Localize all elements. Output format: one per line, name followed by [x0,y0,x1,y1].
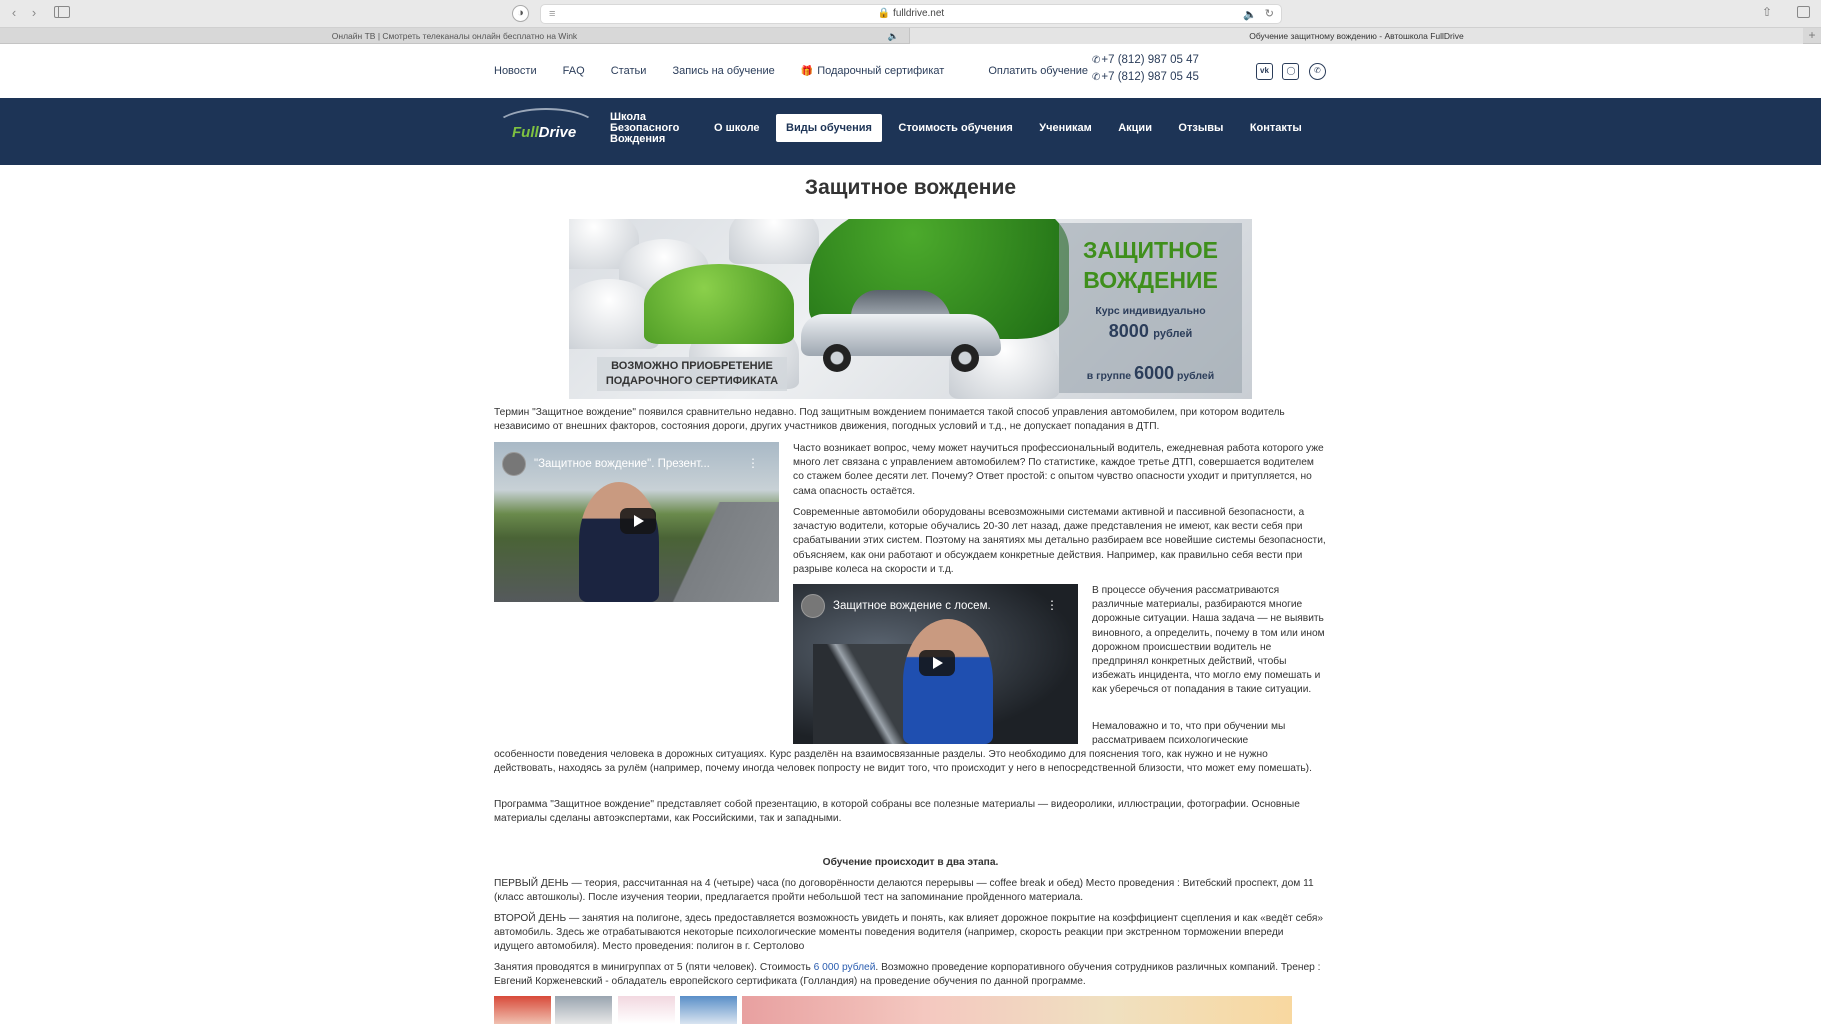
phone-number: +7 (812) 987 05 45 [1101,71,1199,83]
gallery-photo[interactable] [494,996,551,1024]
nav-item-contacts[interactable]: Контакты [1249,122,1302,134]
top-link-news[interactable]: Новости [494,65,537,77]
green-umbrella-image [644,264,794,344]
gift-note-line: ПОДАРОЧНОГО СЕРТИФИКАТА [605,375,779,387]
tab-title: Онлайн ТВ | Смотреть телеканалы онлайн бесплатно на Wink [331,31,578,41]
logo-text [512,124,576,141]
tab-wink[interactable] [0,28,910,44]
nav-item-about[interactable]: О школе [714,122,760,134]
gift-note-line: ВОЗМОЖНО ПРИОБРЕТЕНИЕ [611,360,773,372]
nav-item-pricing[interactable]: Стоимость обучения [898,122,1013,134]
play-icon[interactable] [620,508,656,534]
back-icon[interactable]: ‹ [11,5,17,20]
intro-paragraph: Термин "Защитное вождение" появился сравнительно недавно. Под защитным вождением понимается такой способ управления автомобилем, при котором водитель независимо от внешних факторов, состояния дороги, других участников движения, погодных условий и т.д., не допускает попадания в ДТП. [494,407,1285,433]
paragraph-modern-cars: Современные автомобили оборудованы всевозможными системами активной и пассивной безопасности, а зачастую водители, которые обучались 20-30 лет назад, даже представления не имеют, как вести себя при срабатывании этих систем. Поэтому на занятиях мы детально разбираем все новейшие системы безопасности, объясняем, как они работают и обсуждаем конкретные действия. Например, как правильно себя вести при разрыве колеса на скорости и т.д. [793,507,1326,575]
banner-price [1059,321,1242,342]
instagram-icon[interactable]: ◯ [1282,63,1299,80]
top-link-pay[interactable]: Оплатить обучение [988,65,1089,77]
nav-item-students[interactable]: Ученикам [1039,122,1092,134]
video-title: Защитное вождение с лосем. [833,600,991,612]
channel-avatar [502,452,526,476]
video-moose[interactable] [793,584,1078,744]
phone-1[interactable] [1092,52,1199,69]
gallery-photo[interactable] [555,996,612,1024]
paragraph-day2: ВТОРОЙ ДЕНЬ — занятия на полигоне, здесь предоставляется возможность увидеть и понять, как влияет дорожное покрытие на коэффициент сцепления и как «ведёт себя» автомобиль. Здесь же отрабатываются некоторые психологические моменты поведения водителя (например, скорость реакции при экстренном торможении впереди идущего автомобиля). Место проведения: полигон в г. Сертолово [494,913,1324,953]
video-title: "Защитное вождение". Презент... [534,458,710,470]
tab-speaker-icon[interactable]: 🔈 [887,31,899,41]
gallery-photo[interactable] [680,996,737,1024]
tab-bar [0,28,1821,44]
new-tab-icon[interactable]: + [1808,28,1816,42]
groups-text: Занятия проводятся в минигруппах от 5 (пяти человек). Стоимость [494,962,814,973]
video-menu-icon[interactable]: ⋮ [747,456,759,470]
share-icon[interactable]: ⇧ [1762,5,1773,19]
car-wheel [951,344,979,372]
banner-gift-note [597,357,787,391]
address-bar[interactable] [540,4,1282,24]
price-group: 6000 [1134,363,1175,383]
phone-icon: ✆ [1092,55,1101,66]
video-presenter [903,619,993,744]
speaker-icon[interactable]: 🔈 [1243,9,1257,21]
promo-banner [569,219,1252,399]
video-presenter [579,482,659,602]
caption-line: Школа [610,111,646,123]
site-logo[interactable] [494,108,600,154]
paragraph-experience: Часто возникает вопрос, чему может научиться профессиональный водитель, ежедневная работа которого уже много лет связана с управлением автомобилем? По статистике, каждое третье ДТП, совершается водителем со стажем более десяти лет. Почему? Ответ простой: с опытом чувство опасности уходит и притупляется, но сама опасность остаётся. [793,443,1324,497]
stages-heading: Обучение происходит в два этапа. [822,857,999,868]
group-prefix: в группе [1086,370,1132,382]
nav-item-promos[interactable]: Акции [1118,122,1152,134]
nav-items [704,114,1314,142]
paragraph-program: Программа "Защитное вождение" представляет собой презентацию, в которой собраны все полезные материалы — видеоролики, иллюстрации, фотографии. Основные материалы сделаны автоэкспертами, как Российскими, так и западными. [494,799,1300,825]
gallery-photo[interactable] [618,996,675,1024]
logo-caption [610,112,679,145]
reload-icon[interactable]: ↻ [1264,8,1274,20]
price-currency: рублей [1153,328,1193,340]
browser-toolbar [0,0,1821,28]
banner-title-line: ЗАЩИТНОЕ [1083,237,1218,263]
privacy-shield-icon[interactable]: ◑ [512,5,529,22]
tab-title: Обучение защитному вождению - Автошкола FullDrive [1249,31,1464,41]
logo-drive: Drive [538,124,577,141]
phone-2[interactable] [1092,69,1199,86]
nav-item-reviews[interactable]: Отзывы [1178,122,1224,134]
sidebar-toggle-icon[interactable] [54,6,70,18]
paragraph-psychology-start: Немаловажно и то, что при обучении мы рассматриваем психологические [1092,721,1286,747]
top-link-gift[interactable] [801,65,968,77]
paragraph-groups [494,961,1326,989]
tab-overview-icon[interactable] [1797,6,1810,18]
top-link-faq[interactable]: FAQ [562,65,585,77]
paragraph-materials: В процессе обучения рассматриваются различные материалы, разбираются многие дорожные ситуации. Наша задача — не выявить виновного, а определить, почему в том или ином дорожном происшествии водитель не предпринял конкретных действий, чтобы избежать инцидента, что могло ему помешать и как уберечься от попадания в такие ситуации. [1092,585,1325,696]
umbrella-image [729,219,819,264]
gift-icon: 🎁 [800,66,814,77]
whatsapp-icon[interactable]: ✆ [1309,63,1326,80]
vk-icon[interactable]: vk [1256,63,1273,80]
price-individual: 8000 [1108,321,1149,341]
top-link-articles[interactable]: Статьи [610,65,647,77]
url-value: fulldrive.net [893,8,945,19]
car-image [801,284,1001,374]
play-icon[interactable] [919,650,955,676]
top-links [494,65,1111,77]
channel-avatar [801,594,825,618]
video-menu-icon[interactable]: ⋮ [1046,598,1058,612]
tab-fulldrive[interactable] [910,28,1803,44]
nav-item-training-types[interactable]: Виды обучения [776,114,882,142]
top-link-gift-label: Подарочный сертификат [817,65,945,77]
phones [1092,52,1199,86]
gallery-photo[interactable] [742,996,1292,1024]
paragraph-psychology-end: особенности поведения человека в дорожных ситуациях. Курс разделён на взаимосвязанные разделы. Это необходимо для пояснения того, как нужно и не нужно действовать, находясь за рулём (например, почему иногда человек попросту не видит того, что происходит у него в непосредственной близости, что может ему помешать). [494,749,1312,775]
url-text: 🔒 fulldrive.net [877,8,945,19]
logo-full: Full [512,124,539,141]
page-title: Защитное вождение [804,176,1017,199]
banner-title [1059,235,1242,295]
banner-group-price [1059,363,1242,384]
main-nav [0,98,1821,165]
banner-title-line: ВОЖДЕНИЕ [1083,267,1218,293]
car-wheel [823,344,851,372]
social-links [1256,60,1331,80]
site-topbar [0,45,1821,98]
banner-course: Курс индивидуально [1095,305,1206,317]
video-presentation[interactable] [494,442,779,602]
phone-number: +7 (812) 987 05 47 [1101,54,1199,66]
caption-line: Вождения [610,133,666,145]
video-road [644,502,779,602]
reader-icon[interactable]: ≡ [549,8,556,20]
groups-text: . Возможно проведение корпоративного обучения сотрудников различных компаний. Тренер : Евгений Корженевский - обладатель европейского сертификата (Голландия) на проведение обучения по данной программе. [494,962,1321,988]
forward-icon[interactable]: › [31,5,37,20]
price-currency: рублей [1177,370,1215,382]
banner-price-panel [1059,223,1242,393]
phone-icon: ✆ [1092,72,1101,83]
caption-line: Безопасного [610,122,680,134]
paragraph-day1: ПЕРВЫЙ ДЕНЬ — теория, рассчитанная на 4 (четыре) часа (по договорённости делаются перерывы — coffee break и обед) Место проведения : Витебский проспект, дом 11 (класс автошколы). После изучения теории, предлагается пройти небольшой тест на запоминание пройденного материала. [494,878,1314,904]
groups-price-link[interactable]: 6 000 рублей [813,962,876,973]
top-link-signup[interactable]: Запись на обучение [672,65,775,77]
